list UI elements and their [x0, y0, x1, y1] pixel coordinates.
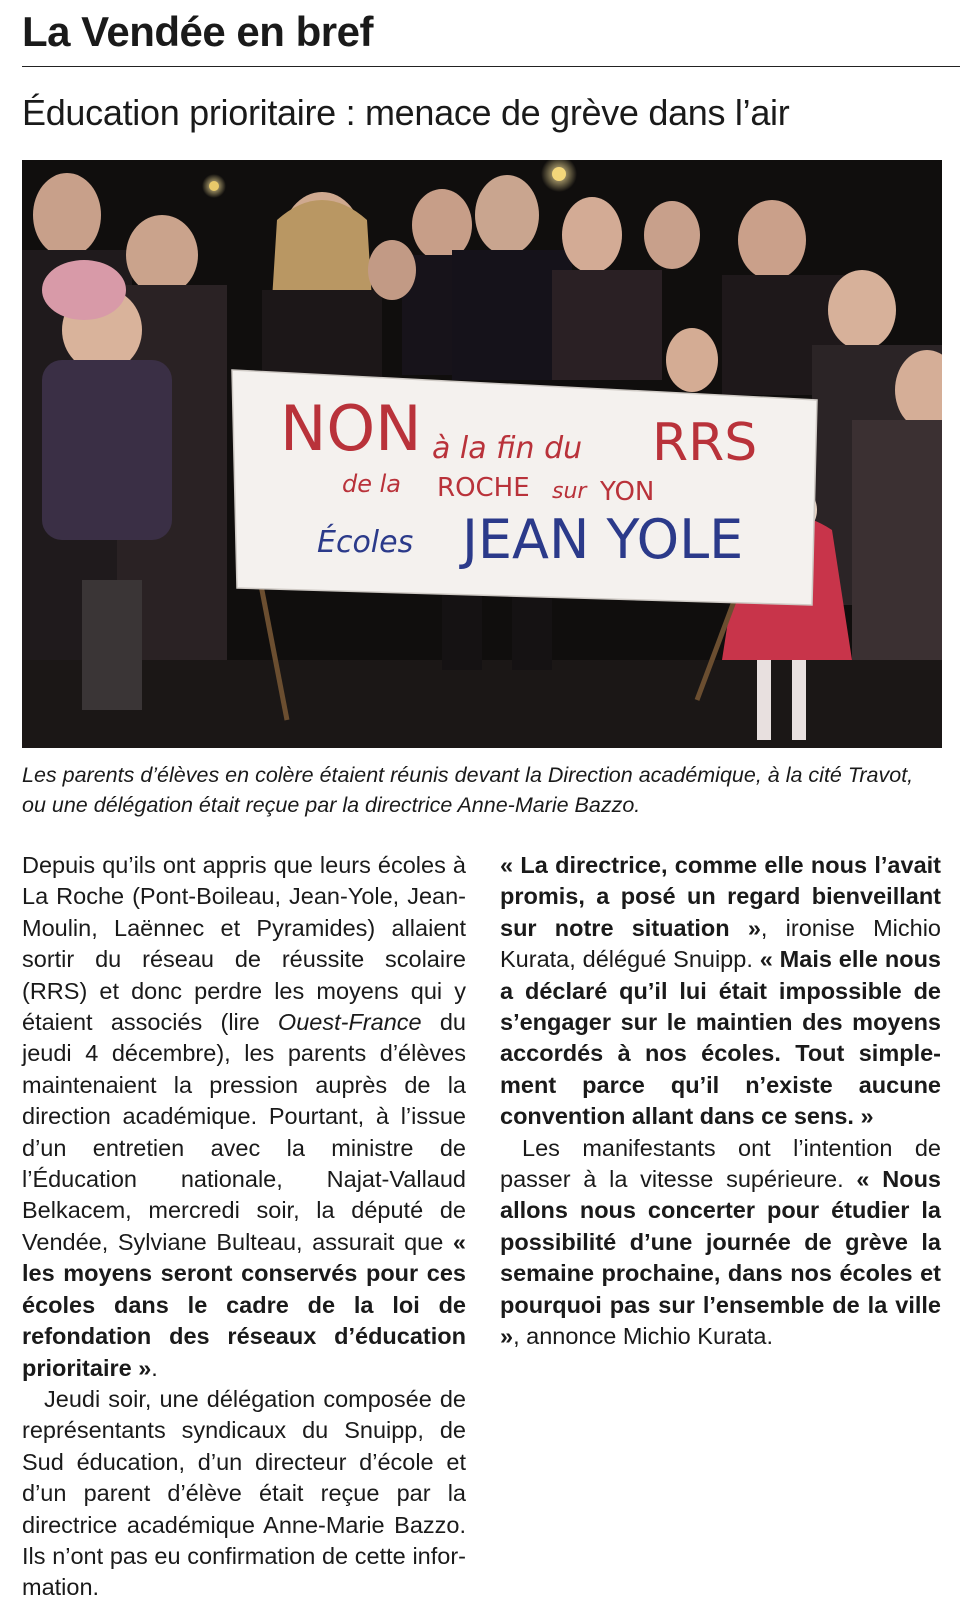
article-headline: Éducation prioritaire : menace de grève dans l’air [22, 92, 790, 133]
banner-text: NON [280, 392, 422, 465]
article-paragraph-continued: « La directrice, comme elle nous l’avait promis, a posé un regard bienveillant sur notre situation », ironise Michio Kurata, délégué Snuipp. « Mais elle nous a déclaré qu’il lui était impossible de s’engager sur le maintien des moyens accordés à nos écoles. Tout simplement parce qu’il n’existe aucune convention allant dans ce sens. » [500, 852, 941, 1130]
article-paragraph: Les manifestants ont l’intention de passer à la vitesse supérieure. « Nous allons nous concerter pour étudier la possibilité d’une journée de grève la semaine prochaine, dans nos écoles et pourquoi pas sur l’ensemble de la ville », annonce Michio Kurata. [500, 1134, 942, 1350]
svg-text:de la: de la [342, 470, 402, 498]
quote: « les moyens seront conservés pour ces écoles dans le cadre de la loi de refondation des réseaux d’éducation prioritaire » [22, 1228, 466, 1381]
svg-text:à la fin du: à la fin du [432, 431, 583, 466]
protest-photo [22, 160, 942, 748]
quote: « Mais elle nous a déclaré qu’il lui était impossible de s’engager sur le maintien des moyens accordés à nos écoles. Tout simplement parce qu’il n’existe aucune convention allant dans ce sens. » [500, 946, 941, 1130]
quote: « Nous allons nous concerter pour étudier la possibilité d’une journée de grève la semaine prochaine, dans nos écoles et pourquoi pas sur l’ensemble de la ville » [500, 1166, 942, 1350]
section-title: La Vendée en bref [22, 8, 373, 55]
photo-caption: Les parents d’élèves en colère étaient réunis devant la Direction académique, à la cité Travot, ou une délégation était reçue par la directrice Anne-Marie Bazzo. [22, 763, 914, 817]
svg-text:sur: sur [552, 479, 587, 504]
article-paragraph: Depuis qu’ils ont appris que leurs écoles à La Roche (Pont-Boileau, Jean-Yole, Jean-Moulin, Laënnec et Pyramides) allaient sortir du réseau de réussite scolaire (RRS) et donc perdre les moyens qui y étaient associés (lire Ouest-France du jeudi 4 décembre), les parents d’élèves maintenaient la pression auprès de la direction académique. Pourtant, à l’issue d’un entretien avec la ministre de l’Éducation nationale, Najat-Vallaud Belkacem, mercredi soir, la député de Vendée, Sylviane Bulteau, assurait que « les moyens seront conservés pour ces écoles dans le cadre de la loi de refondation des réseaux d’éducation prioritaire ». [22, 852, 466, 1381]
svg-text:RRS: RRS [652, 413, 758, 473]
article-paragraph: Jeudi soir, une délégation composée de représentants syndicaux du Snuipp, de Sud éducation, d’un directeur d’école et d’un parent d’élève était reçue par la directrice académique Anne-Marie Bazzo. Ils n’ont pas eu confirmation de cette information. [22, 1385, 466, 1601]
protest-banner [232, 370, 817, 605]
article-column-left [22, 850, 466, 1604]
section-rule [22, 66, 960, 67]
quote: « La directrice, comme elle nous l’avait promis, a posé un regard bienveillant sur notre situation » [500, 852, 941, 941]
article-photo [22, 160, 942, 748]
svg-text:ROCHE: ROCHE [437, 473, 530, 503]
svg-text:Écoles: Écoles [317, 525, 414, 560]
article-column-right [500, 850, 941, 1353]
newspaper-name: Ouest-France [277, 1009, 422, 1036]
svg-text:JEAN YOLE: JEAN YOLE [462, 508, 744, 571]
svg-text:YON: YON [600, 477, 655, 507]
